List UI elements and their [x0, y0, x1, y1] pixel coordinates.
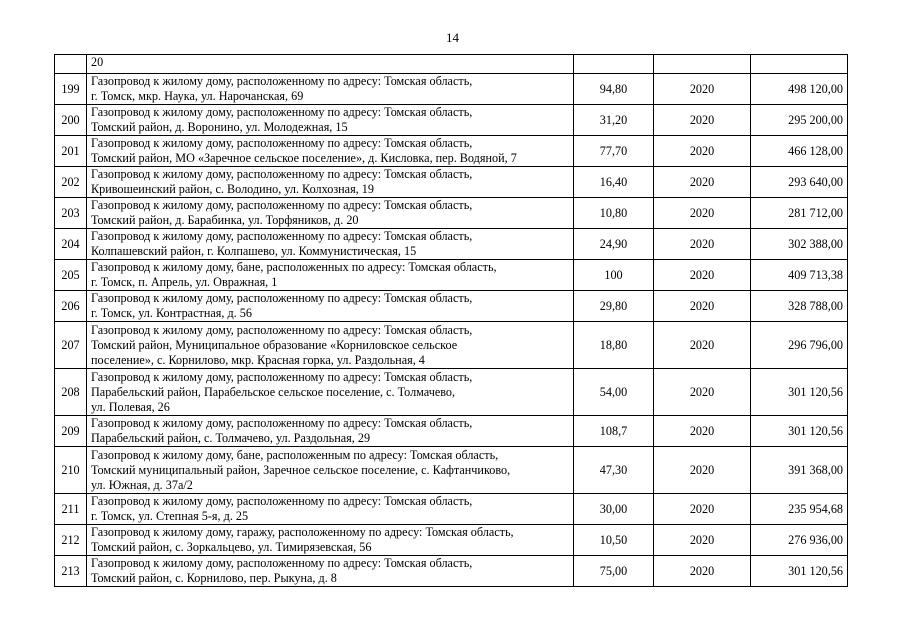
description-line: поселение», с. Корнилово, мкр. Красная горка, ул. Раздольная, 4	[91, 352, 425, 367]
object-description	[87, 74, 574, 105]
description-line: Парабельский район, с. Толмачево, ул. Раздольная, 29	[91, 431, 371, 445]
table-row	[55, 556, 848, 587]
continuation-year-cell	[654, 55, 751, 74]
table-row	[55, 322, 848, 369]
cost-value: 466 128,00	[751, 136, 848, 167]
continuation-length-cell	[574, 55, 654, 74]
object-description	[87, 447, 574, 494]
object-description	[87, 369, 574, 416]
table-row	[55, 229, 848, 260]
cost-value: 301 120,56	[751, 416, 848, 447]
row-number: 204	[55, 229, 87, 260]
row-number: 202	[55, 167, 87, 198]
description-line: Газопровод к жилому дому, расположенному по адресу: Томская область,	[91, 167, 473, 181]
cost-value: 235 954,68	[751, 494, 848, 525]
pipeline-length: 100	[574, 260, 654, 291]
commissioning-year: 2020	[654, 322, 751, 369]
description-line: Газопровод к жилому дому, бане, расположенным по адресу: Томская область,	[91, 447, 499, 462]
pipeline-length: 108,7	[574, 416, 654, 447]
description-line: г. Томск, ул. Контрастная, д. 56	[91, 306, 252, 320]
description-line: Газопровод к жилому дому, бане, расположенных по адресу: Томская область,	[91, 260, 497, 274]
row-number: 201	[55, 136, 87, 167]
pipeline-length: 10,80	[574, 198, 654, 229]
description-line: Колпашевский район, г. Колпашево, ул. Коммунистическая, 15	[91, 244, 417, 258]
commissioning-year: 2020	[654, 260, 751, 291]
pipeline-length: 16,40	[574, 167, 654, 198]
object-description	[87, 525, 574, 556]
cost-value: 328 788,00	[751, 291, 848, 322]
cost-value: 301 120,56	[751, 369, 848, 416]
object-description	[87, 105, 574, 136]
description-line: Газопровод к жилому дому, расположенному по адресу: Томская область,	[91, 291, 473, 305]
row-number: 209	[55, 416, 87, 447]
cost-value: 409 713,38	[751, 260, 848, 291]
pipeline-length: 94,80	[574, 74, 654, 105]
description-line: Газопровод к жилому дому, расположенному по адресу: Томская область,	[91, 369, 473, 384]
object-description	[87, 556, 574, 587]
description-line: ул. Южная, д. 37а/2	[91, 477, 193, 492]
commissioning-year: 2020	[654, 291, 751, 322]
commissioning-year: 2020	[654, 494, 751, 525]
description-line: Томский район, с. Корнилово, пер. Рыкуна, д. 8	[91, 571, 337, 585]
description-line: Парабельский район, Парабельское сельское поселение, с. Толмачево,	[91, 384, 456, 399]
object-description	[87, 136, 574, 167]
table-row	[55, 260, 848, 291]
row-number: 207	[55, 322, 87, 369]
table-row	[55, 136, 848, 167]
row-number: 213	[55, 556, 87, 587]
object-description	[87, 322, 574, 369]
object-description	[87, 416, 574, 447]
description-line: Газопровод к жилому дому, расположенному по адресу: Томская область,	[91, 229, 473, 243]
row-number: 199	[55, 74, 87, 105]
cost-value: 296 796,00	[751, 322, 848, 369]
pipeline-length: 30,00	[574, 494, 654, 525]
pipeline-length: 47,30	[574, 447, 654, 494]
commissioning-year: 2020	[654, 167, 751, 198]
description-line: Томский муниципальный район, Заречное сельское поселение, с. Кафтанчиково,	[91, 462, 511, 477]
pipeline-length: 10,50	[574, 525, 654, 556]
description-line: Томский район, Муниципальное образование «Корниловское сельское	[91, 337, 458, 352]
commissioning-year: 2020	[654, 556, 751, 587]
table-row	[55, 105, 848, 136]
description-line: г. Томск, мкр. Наука, ул. Нарочанская, 69	[91, 89, 304, 103]
commissioning-year: 2020	[654, 105, 751, 136]
object-description	[87, 494, 574, 525]
row-number: 208	[55, 369, 87, 416]
gas-pipeline-table	[54, 54, 848, 587]
pipeline-length: 75,00	[574, 556, 654, 587]
row-number: 206	[55, 291, 87, 322]
commissioning-year: 2020	[654, 136, 751, 167]
description-line: Газопровод к жилому дому, расположенному по адресу: Томская область,	[91, 105, 473, 119]
cost-value: 295 200,00	[751, 105, 848, 136]
row-number: 200	[55, 105, 87, 136]
cost-value: 301 120,56	[751, 556, 848, 587]
table-row	[55, 416, 848, 447]
object-description	[87, 167, 574, 198]
description-line: Томский район, д. Барабинка, ул. Торфяников, д. 20	[91, 213, 359, 227]
continuation-cost-cell	[751, 55, 848, 74]
cost-value: 302 388,00	[751, 229, 848, 260]
continuation-desc-cell: 20	[87, 55, 574, 74]
description-line: Газопровод к жилому дому, расположенному по адресу: Томская область,	[91, 416, 473, 430]
cost-value: 293 640,00	[751, 167, 848, 198]
table-row	[55, 167, 848, 198]
commissioning-year: 2020	[654, 447, 751, 494]
commissioning-year: 2020	[654, 229, 751, 260]
table-row	[55, 525, 848, 556]
description-line: Газопровод к жилому дому, расположенному по адресу: Томская область,	[91, 494, 473, 508]
object-description	[87, 229, 574, 260]
description-line: Томский район, с. Зоркальцево, ул. Тимирязевская, 56	[91, 540, 372, 554]
table-row	[55, 494, 848, 525]
description-line: Газопровод к жилому дому, гаражу, расположенному по адресу: Томская область,	[91, 525, 514, 539]
description-line: Газопровод к жилому дому, расположенному по адресу: Томская область,	[91, 556, 473, 570]
cost-value: 391 368,00	[751, 447, 848, 494]
page-number: 14	[446, 30, 459, 45]
table-row	[55, 447, 848, 494]
row-number: 210	[55, 447, 87, 494]
row-number: 203	[55, 198, 87, 229]
description-line: Газопровод к жилому дому, расположенному по адресу: Томская область,	[91, 136, 473, 150]
cost-value: 281 712,00	[751, 198, 848, 229]
cost-value: 276 936,00	[751, 525, 848, 556]
description-line: Томский район, д. Воронино, ул. Молодежная, 15	[91, 120, 348, 134]
commissioning-year: 2020	[654, 198, 751, 229]
description-line: г. Томск, ул. Степная 5-я, д. 25	[91, 509, 249, 523]
pipeline-length: 77,70	[574, 136, 654, 167]
pipeline-length: 29,80	[574, 291, 654, 322]
description-line: Газопровод к жилому дому, расположенному по адресу: Томская область,	[91, 198, 473, 212]
object-description	[87, 260, 574, 291]
cost-value: 498 120,00	[751, 74, 848, 105]
object-description	[87, 291, 574, 322]
row-number: 205	[55, 260, 87, 291]
description-line: Газопровод к жилому дому, расположенному по адресу: Томская область,	[91, 322, 473, 337]
description-line: г. Томск, п. Апрель, ул. Овражная, 1	[91, 275, 278, 289]
commissioning-year: 2020	[654, 525, 751, 556]
table-row	[55, 291, 848, 322]
description-line: Кривошеинский район, с. Володино, ул. Колхозная, 19	[91, 182, 374, 196]
continuation-num-cell	[55, 55, 87, 74]
table-row	[55, 198, 848, 229]
pipeline-length: 54,00	[574, 369, 654, 416]
table-row	[55, 369, 848, 416]
table-row	[55, 74, 848, 105]
commissioning-year: 2020	[654, 416, 751, 447]
row-number: 212	[55, 525, 87, 556]
pipeline-length: 31,20	[574, 105, 654, 136]
table-body	[55, 55, 848, 587]
description-line: Томский район, МО «Заречное сельское поселение», д. Кисловка, пер. Водяной, 7	[91, 151, 517, 165]
pipeline-length: 18,80	[574, 322, 654, 369]
commissioning-year: 2020	[654, 74, 751, 105]
description-line: Газопровод к жилому дому, расположенному по адресу: Томская область,	[91, 74, 473, 88]
description-line: ул. Полевая, 26	[91, 399, 170, 414]
object-description	[87, 198, 574, 229]
pipeline-length: 24,90	[574, 229, 654, 260]
commissioning-year: 2020	[654, 369, 751, 416]
row-number: 211	[55, 494, 87, 525]
continuation-row	[55, 55, 848, 74]
